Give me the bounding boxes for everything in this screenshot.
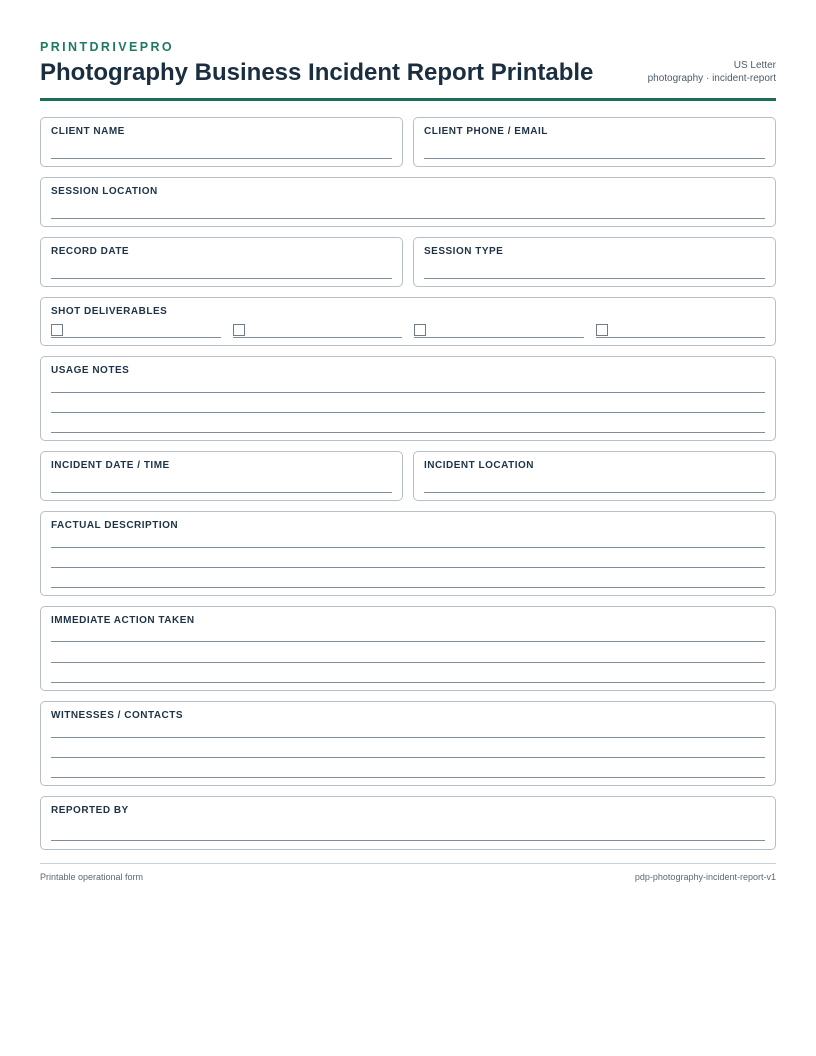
immediate-action-field[interactable]: [40, 606, 776, 691]
field-label: SHOT DELIVERABLES: [51, 306, 168, 317]
row-witnesses: [40, 701, 776, 786]
write-line: [424, 278, 765, 279]
page-title: Photography Business Incident Report Printable: [40, 59, 594, 86]
deliverable-checkbox[interactable]: [414, 324, 426, 336]
witnesses-field[interactable]: [40, 701, 776, 786]
field-label: INCIDENT LOCATION: [424, 460, 534, 471]
deliverable-item: [233, 324, 403, 338]
reported-by-field[interactable]: [40, 796, 776, 850]
client-name-field[interactable]: [40, 117, 403, 167]
form-tags: photography · incident-report: [647, 73, 776, 84]
deliverable-checklist: [51, 324, 765, 338]
write-line: [51, 737, 765, 738]
session-location-field[interactable]: [40, 177, 776, 227]
form-id: pdp-photography-incident-report-v1: [634, 872, 776, 882]
brand-name: PRINTDRIVEPRO: [40, 40, 174, 54]
paper-size: US Letter: [733, 60, 776, 71]
write-line: [51, 757, 765, 758]
footer-note: Printable operational form: [40, 872, 144, 882]
row-deliverables: [40, 297, 776, 346]
write-line: [51, 547, 765, 548]
row-incident: [40, 451, 776, 501]
write-line: [424, 158, 765, 159]
deliverable-item: [414, 324, 584, 338]
write-line: [51, 641, 765, 642]
write-line: [51, 412, 765, 413]
write-line: [51, 158, 392, 159]
row-usage-notes: [40, 356, 776, 441]
write-line: [51, 662, 765, 663]
field-label: SESSION LOCATION: [51, 186, 158, 197]
deliverable-item: [596, 324, 766, 338]
write-line: [51, 777, 765, 778]
row-description: [40, 511, 776, 596]
client-contact-field[interactable]: [413, 117, 776, 167]
shot-deliverables-field: [40, 297, 776, 346]
row-reported-by: [40, 796, 776, 850]
factual-description-field[interactable]: [40, 511, 776, 596]
form-footer: [40, 863, 776, 882]
usage-notes-field[interactable]: [40, 356, 776, 441]
write-line: [51, 587, 765, 588]
field-label: USAGE NOTES: [51, 365, 130, 376]
row-location: [40, 177, 776, 227]
row-action: [40, 606, 776, 691]
field-label: RECORD DATE: [51, 246, 130, 257]
field-label: SESSION TYPE: [424, 246, 504, 257]
write-line: [51, 218, 765, 219]
field-label: WITNESSES / CONTACTS: [51, 710, 184, 721]
form-meta: [648, 59, 776, 85]
field-label: INCIDENT DATE / TIME: [51, 460, 170, 471]
write-line: [51, 567, 765, 568]
record-date-field[interactable]: [40, 237, 403, 287]
incident-location-field[interactable]: [413, 451, 776, 501]
field-label: FACTUAL DESCRIPTION: [51, 520, 179, 531]
field-label: IMMEDIATE ACTION TAKEN: [51, 615, 195, 626]
form-header: [40, 40, 776, 101]
write-line: [51, 432, 765, 433]
deliverable-checkbox[interactable]: [233, 324, 245, 336]
deliverable-checkbox[interactable]: [51, 324, 63, 336]
field-label: CLIENT NAME: [51, 126, 125, 137]
field-label: REPORTED BY: [51, 805, 129, 816]
write-line: [51, 278, 392, 279]
incident-datetime-field[interactable]: [40, 451, 403, 501]
write-line: [51, 392, 765, 393]
field-label: CLIENT PHONE / EMAIL: [424, 126, 548, 137]
row-date-type: [40, 237, 776, 287]
write-line: [51, 840, 765, 841]
row-client: [40, 117, 776, 167]
deliverable-item: [51, 324, 221, 338]
deliverable-checkbox[interactable]: [596, 324, 608, 336]
session-type-field[interactable]: [413, 237, 776, 287]
form-fields: [40, 117, 776, 850]
write-line: [424, 492, 765, 493]
write-line: [51, 492, 392, 493]
write-line: [51, 682, 765, 683]
